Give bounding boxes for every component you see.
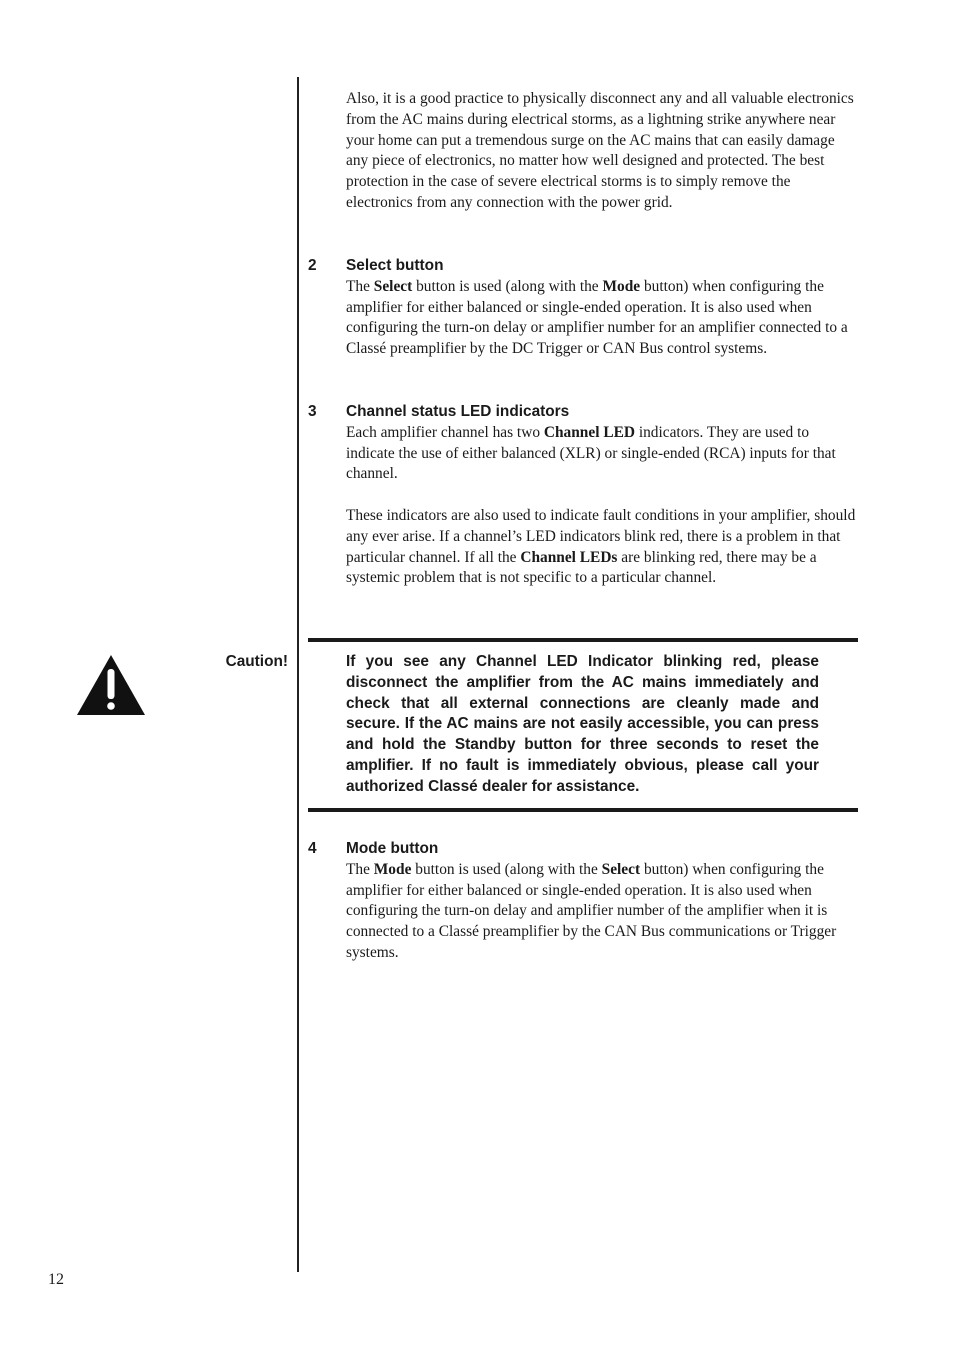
page-number: 12 — [48, 1271, 64, 1288]
bold-select: Select — [601, 860, 641, 878]
intro-paragraph: Also, it is a good practice to physically disconnect any and all valuable electronics from the AC mains during electrical storms, as a lightning strike anywhere near your home can put a tremendous surge on the AC mains that can easily damage any piece of electronics, no matter how well designed and protected. The best protection in the case of severe electrical storms is to simply remove the electronics from any connection with the power grid. — [346, 90, 854, 211]
text-run: These indicators are also used to indicate fault conditions in your amplifier, should any ever arise. If a channel’s LED indicators blink red, there is a problem in that particular channel. If all the — [346, 506, 856, 566]
section-3-paragraph-2 — [346, 506, 858, 589]
text-run: are blinking red, there may be a systemic problem that is not specific to a particular channel. — [346, 548, 817, 587]
text-run: button) when configuring the amplifier for either balanced or single-ended operation. It is also used when configuring the turn-on delay or amplifier number for an amplifier connected to a Classé preamplifier by the DC Trigger or CAN Bus control systems. — [346, 277, 848, 358]
section-2-number: 2 — [308, 257, 317, 274]
text-run: button is used (along with the — [412, 277, 603, 295]
text-run: The — [346, 860, 374, 878]
bold-mode: Mode — [602, 277, 641, 295]
caution-label: Caution! — [225, 653, 288, 670]
section-2-block — [346, 256, 858, 360]
text-run: indicators. They are used to indicate the use of either balanced (XLR) or single-ended (RCA) inputs for that channel. — [346, 423, 836, 483]
caution-top-rule — [308, 638, 858, 642]
caution-bottom-rule — [308, 808, 858, 812]
section-2-title: Select button — [346, 257, 444, 274]
intro-block — [346, 89, 858, 214]
warning-triangle-icon — [76, 654, 146, 716]
margin-vertical-rule — [297, 77, 299, 1272]
text-run: Each amplifier channel has two — [346, 423, 544, 441]
text-run: button) when configuring the amplifier for either balanced or single-ended operation. It is also used when configuring the turn-on delay and amplifier number of the amplifier when it is connected to a Classé preamplifier by the CAN Bus communications or Trigger systems. — [346, 860, 837, 961]
section-3-number: 3 — [308, 403, 317, 420]
bold-channel-led: Channel LED — [543, 423, 635, 441]
bold-mode: Mode — [373, 860, 412, 878]
section-3-paragraph-1 — [346, 423, 858, 485]
section-4-block — [346, 839, 858, 964]
section-2-paragraph — [346, 277, 858, 360]
caution-text: If you see any Channel LED Indicator blinking red, please disconnect the amplifier from the AC mains immediately and check that all external connections are cleanly made and secure. If the AC mains are not easily accessible, you can press and hold the Standby button for three seconds to reset the amplifier. If no fault is immediately obvious, please call your authorized Classé dealer for assistance. — [346, 653, 819, 795]
section-4-paragraph — [346, 860, 858, 964]
section-3-block — [346, 402, 858, 589]
text-run: button is used (along with the — [411, 860, 602, 878]
section-4-number: 4 — [308, 840, 317, 857]
bold-channel-leds: Channel LEDs — [520, 548, 618, 566]
text-run: The — [346, 277, 374, 295]
section-3-title: Channel status LED indicators — [346, 403, 570, 420]
section-4-title: Mode button — [346, 840, 439, 857]
bold-select: Select — [373, 277, 413, 295]
